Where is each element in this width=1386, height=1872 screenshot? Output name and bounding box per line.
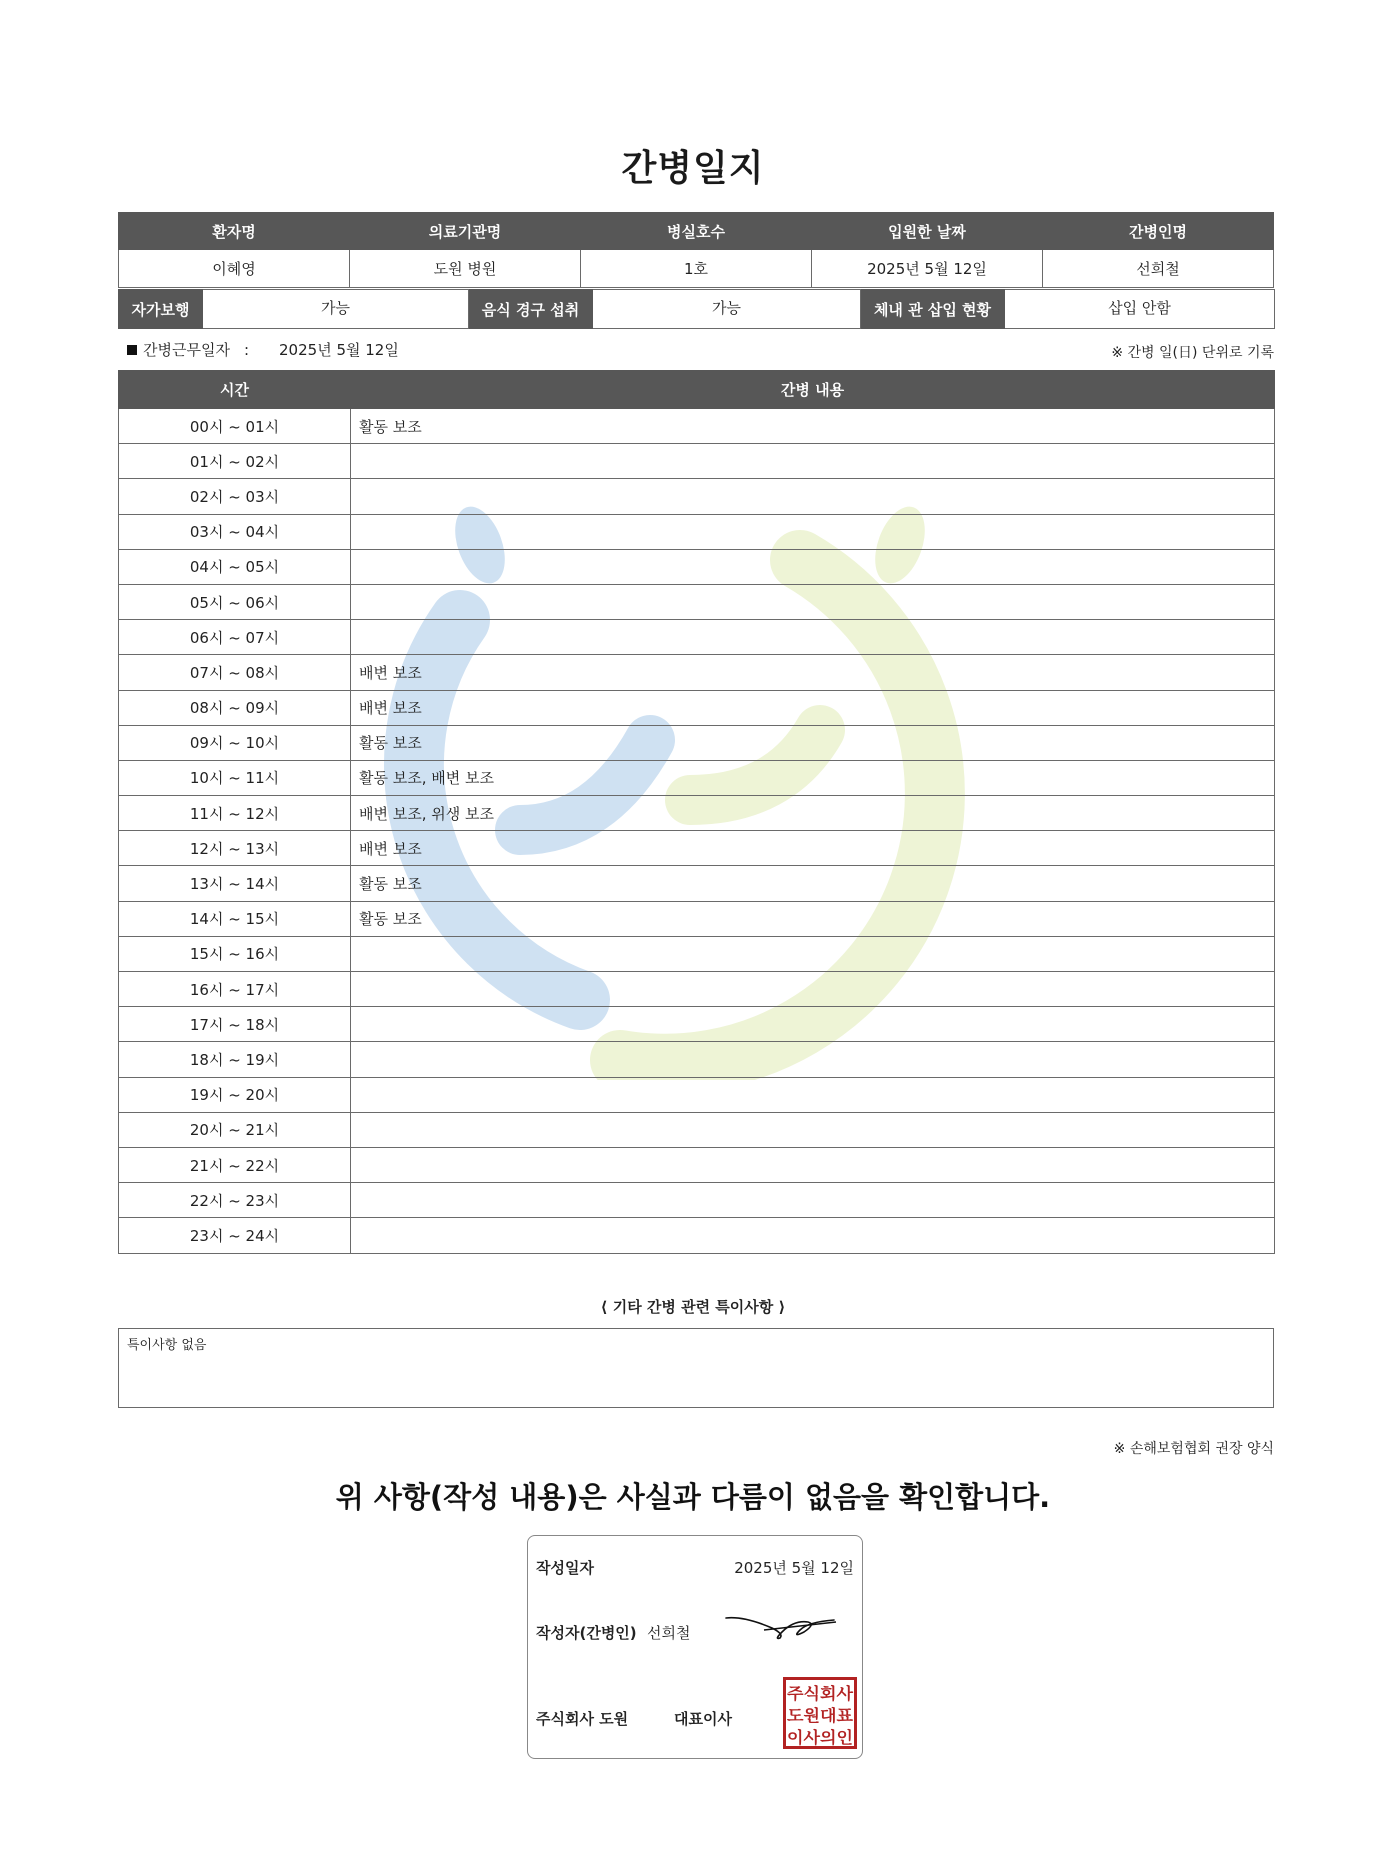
- time-cell: 14시 ~ 15시: [119, 901, 351, 936]
- care-content-cell: [351, 514, 1275, 549]
- table-row: [119, 1147, 1275, 1182]
- care-content-cell: 활동 보조: [351, 409, 1275, 444]
- table-row: [119, 1183, 1275, 1218]
- patient-info-table: [118, 212, 1274, 288]
- time-cell: 05시 ~ 06시: [119, 584, 351, 619]
- care-content-cell: [351, 1042, 1275, 1077]
- special-notes-box: [118, 1328, 1274, 1408]
- table-row: [119, 444, 1275, 479]
- care-content-cell: [351, 444, 1275, 479]
- time-cell: 04시 ~ 05시: [119, 549, 351, 584]
- tube-label: 체내 관 삽입 현황: [861, 290, 1005, 329]
- table-row: [119, 796, 1275, 831]
- time-cell: 03시 ~ 04시: [119, 514, 351, 549]
- table-row: [119, 760, 1275, 795]
- time-cell: 07시 ~ 08시: [119, 655, 351, 690]
- table-row: [119, 1042, 1275, 1077]
- care-content-cell: 활동 보조: [351, 901, 1275, 936]
- header-room-number: 병실호수: [581, 213, 812, 250]
- work-date: [127, 339, 399, 360]
- table-row: [119, 1077, 1275, 1112]
- table-row: [119, 690, 1275, 725]
- time-cell: 00시 ~ 01시: [119, 409, 351, 444]
- handwritten-signature-icon: [724, 1608, 840, 1644]
- table-row: [119, 549, 1275, 584]
- time-cell: 06시 ~ 07시: [119, 620, 351, 655]
- table-row: [119, 1007, 1275, 1042]
- care-content-cell: 배변 보조, 위생 보조: [351, 796, 1275, 831]
- table-row: [119, 479, 1275, 514]
- recommended-form-note: ※ 손해보험협회 권장 양식: [1113, 1441, 1274, 1457]
- care-content-cell: 활동 보조, 배변 보조: [351, 760, 1275, 795]
- company-seal-icon: [783, 1677, 857, 1749]
- time-cell: 01시 ~ 02시: [119, 444, 351, 479]
- time-cell: 13시 ~ 14시: [119, 866, 351, 901]
- time-cell: 18시 ~ 19시: [119, 1042, 351, 1077]
- time-cell: 08시 ~ 09시: [119, 690, 351, 725]
- table-row: [119, 1112, 1275, 1147]
- work-date-value: 2025년 5월 12일: [279, 341, 399, 359]
- table-row: [119, 620, 1275, 655]
- care-content-cell: 활동 보조: [351, 725, 1275, 760]
- company-label: 주식회사 도원: [536, 1710, 629, 1728]
- patient-name: 이혜영: [119, 250, 350, 288]
- time-cell: 21시 ~ 22시: [119, 1147, 351, 1182]
- self-walk-label: 자가보행: [119, 290, 203, 329]
- tube-value: 삽입 안함: [1005, 290, 1275, 329]
- write-date-label: 작성일자: [536, 1559, 594, 1577]
- writer-name: 선희철: [647, 1624, 691, 1642]
- care-content-cell: [351, 1183, 1275, 1218]
- header-admission-date: 입원한 날짜: [812, 213, 1043, 250]
- table-row: [119, 725, 1275, 760]
- care-content-cell: [351, 620, 1275, 655]
- work-date-colon: :: [243, 340, 250, 359]
- confirmation-statement: 위 사항(작성 내용)은 사실과 다름이 없음을 확인합니다.: [335, 1480, 1051, 1514]
- care-content-cell: [351, 479, 1275, 514]
- table-row: [119, 514, 1275, 549]
- svg-text:주식회사: 주식회사: [787, 1684, 854, 1703]
- care-content-cell: [351, 1112, 1275, 1147]
- svg-text:이사의인: 이사의인: [787, 1728, 853, 1747]
- unit-note: ※ 간병 일(日) 단위로 기록: [1111, 345, 1274, 361]
- table-row: [119, 972, 1275, 1007]
- work-date-label: 간병근무일자: [143, 341, 230, 359]
- writer-label: 작성자(간병인): [536, 1624, 637, 1642]
- time-cell: 02시 ~ 03시: [119, 479, 351, 514]
- time-cell: 17시 ~ 18시: [119, 1007, 351, 1042]
- care-content-cell: [351, 1077, 1275, 1112]
- admission-date: 2025년 5월 12일: [812, 250, 1043, 288]
- header-hospital-name: 의료기관명: [350, 213, 581, 250]
- care-content-cell: 배변 보조: [351, 831, 1275, 866]
- header-care-content: 간병 내용: [351, 371, 1275, 409]
- patient-status-table: [118, 289, 1275, 329]
- care-content-cell: [351, 549, 1275, 584]
- care-content-cell: [351, 1007, 1275, 1042]
- special-notes-title: ⟨ 기타 간병 관련 특이사항 ⟩: [600, 1298, 786, 1316]
- time-cell: 15시 ~ 16시: [119, 936, 351, 971]
- care-content-cell: [351, 584, 1275, 619]
- time-cell: 10시 ~ 11시: [119, 760, 351, 795]
- table-row: [119, 901, 1275, 936]
- care-content-cell: 활동 보조: [351, 866, 1275, 901]
- care-content-cell: [351, 972, 1275, 1007]
- bullet-square-icon: [127, 345, 137, 355]
- ceo-label: 대표이사: [674, 1710, 732, 1728]
- care-content-cell: 배변 보조: [351, 655, 1275, 690]
- header-time: 시간: [119, 371, 351, 409]
- write-date-value: 2025년 5월 12일: [734, 1559, 854, 1577]
- table-row: [119, 831, 1275, 866]
- signature-box: [527, 1535, 863, 1759]
- time-cell: 11시 ~ 12시: [119, 796, 351, 831]
- time-cell: 20시 ~ 21시: [119, 1112, 351, 1147]
- care-content-cell: [351, 1147, 1275, 1182]
- self-walk-value: 가능: [203, 290, 469, 329]
- time-cell: 19시 ~ 20시: [119, 1077, 351, 1112]
- time-cell: 23시 ~ 24시: [119, 1218, 351, 1253]
- table-row: [119, 655, 1275, 690]
- caregiver-name: 선희철: [1043, 250, 1274, 288]
- room-number: 1호: [581, 250, 812, 288]
- table-row: [119, 584, 1275, 619]
- page-title: 간병일지: [621, 148, 765, 189]
- table-row: [119, 1218, 1275, 1253]
- special-notes-text: 특이사항 없음: [127, 1338, 207, 1353]
- care-log-table: [118, 370, 1275, 1254]
- oral-intake-value: 가능: [593, 290, 861, 329]
- time-cell: 12시 ~ 13시: [119, 831, 351, 866]
- header-caregiver-name: 간병인명: [1043, 213, 1274, 250]
- time-cell: 22시 ~ 23시: [119, 1183, 351, 1218]
- table-row: [119, 936, 1275, 971]
- time-cell: 09시 ~ 10시: [119, 725, 351, 760]
- hospital-name: 도원 병원: [350, 250, 581, 288]
- oral-intake-label: 음식 경구 섭취: [469, 290, 593, 329]
- time-cell: 16시 ~ 17시: [119, 972, 351, 1007]
- care-content-cell: [351, 1218, 1275, 1253]
- svg-text:도원대표: 도원대표: [787, 1706, 854, 1725]
- care-content-cell: 배변 보조: [351, 690, 1275, 725]
- header-patient-name: 환자명: [119, 213, 350, 250]
- table-row: [119, 409, 1275, 444]
- care-content-cell: [351, 936, 1275, 971]
- table-row: [119, 866, 1275, 901]
